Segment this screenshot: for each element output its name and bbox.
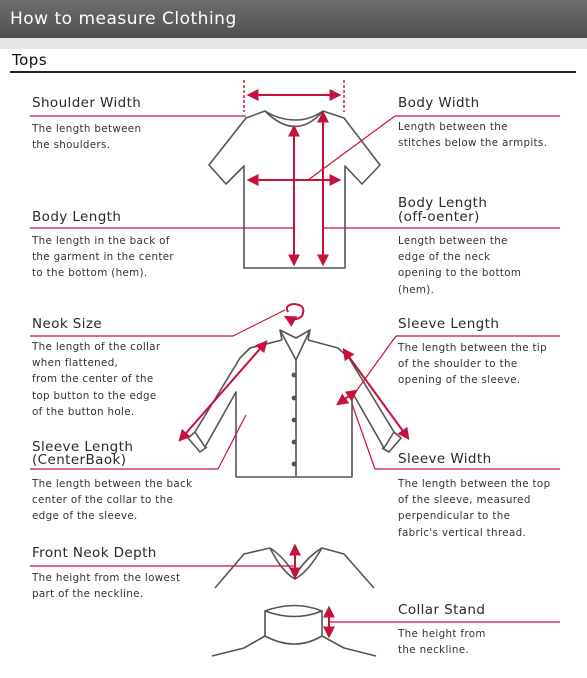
sleeve-length-title: Sleeve Length xyxy=(398,316,500,332)
body-width-desc: Length between the stitches below the armpits. xyxy=(398,121,548,150)
body-length-off-center-title: Body Length (off-oenter) xyxy=(398,195,488,225)
body-length-off-center-desc: Length between the edge of the neck opening to the bottom (hem). xyxy=(398,235,522,296)
front-neck-depth-desc: The height from the lowest part of the neckline. xyxy=(32,572,181,601)
section-title: Tops xyxy=(12,51,48,69)
body-length-desc: The length in the back of the garment in the center to the bottom (hem). xyxy=(32,235,174,280)
collar-icon xyxy=(212,606,376,657)
shoulder-width-desc: The length between the shoulders. xyxy=(32,123,142,152)
shirt-icon xyxy=(188,330,401,477)
body-width-title: Body Width xyxy=(398,95,480,111)
collar-stand-title: Collar Stand xyxy=(398,602,486,618)
shoulder-width-title: Shoulder Width xyxy=(32,95,142,111)
sleeve-width-title: Sleeve Width xyxy=(398,451,492,467)
front-neck-depth-title: Front Neok Depth xyxy=(32,545,157,561)
page-title: How to measure Clothing xyxy=(10,9,237,29)
neck-size-title: Neok Size xyxy=(32,316,103,332)
body-length-title: Body Length xyxy=(32,209,122,225)
sleeve-width-desc: The length between the top of the sleeve, measured perpendicular to the fabric's vertical thread. xyxy=(398,478,551,539)
sleeve-length-centerback-title: Sleeve Length (CenterBaok) xyxy=(32,439,134,468)
sleeve-length-centerback-desc: The length between the back center of the collar to the edge of the sleeve. xyxy=(32,478,193,523)
collar-stand-desc: The height from the neckline. xyxy=(398,628,486,657)
neck-size-desc: The length of the collar when flattened, from the center of the top button to the edge of the button hole. xyxy=(32,341,161,418)
sleeve-length-desc: The length between the tip of the shoulder to the opening of the sleeve. xyxy=(398,342,548,387)
